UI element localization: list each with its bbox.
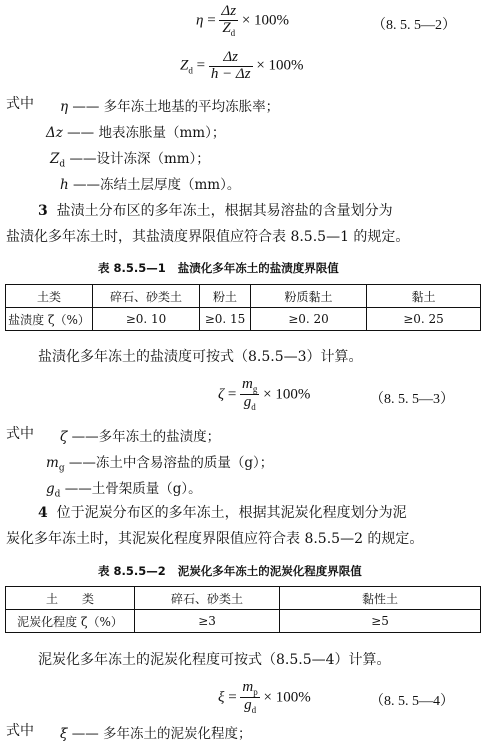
def-symbol: Δz: [46, 125, 63, 141]
where-label: 式中: [6, 426, 34, 442]
caption-title: 盐渍化多年冻土的盐渍度界限值: [177, 261, 339, 275]
definition-row: [60, 425, 220, 445]
definition-row: [46, 121, 225, 141]
where-label: 式中: [6, 723, 34, 739]
definition-row: [46, 451, 273, 474]
table-header-cell: 黏土: [367, 285, 481, 308]
calc-line-2: 泥炭化多年冻土的泥炭化程度可按式（8.5.5—4）计算。: [38, 652, 391, 668]
eq-fraction: [209, 50, 253, 83]
equation-number: （8. 5. 5—4）: [370, 694, 454, 709]
def-text: ——冻结土层厚度（mm）。: [73, 177, 241, 193]
def-subscript: d: [59, 159, 66, 170]
definition-row: [50, 147, 210, 170]
def-symbol: ζ: [60, 429, 68, 445]
paragraph-text: 盐渍土分布区的多年冻土，根据其易溶盐的含量划分为: [56, 203, 393, 219]
eq-lhs: Z: [180, 57, 189, 74]
def-text: —— 地表冻胀量（mm）；: [67, 125, 226, 141]
equation-number: （8. 5. 5—3）: [370, 392, 454, 407]
table-cell: ≥0. 25: [367, 308, 481, 331]
eq-numerator: Δz: [209, 50, 253, 67]
eq-denominator: h − Δz: [210, 65, 251, 82]
table-cell: ≥3: [135, 610, 280, 633]
def-symbol: m: [46, 455, 59, 471]
def-text: —— 多年冻土的泥炭化程度；: [71, 726, 252, 742]
def-text: ——设计冻深（mm）；: [69, 151, 210, 167]
eq-numerator: Δz: [221, 3, 237, 19]
eq-tail: × 100%: [256, 57, 304, 74]
def-text: —— 多年冻土地基的平均冻胀率；: [72, 99, 280, 115]
equation-number: （8. 5. 5—2）: [372, 18, 456, 33]
calc-line-1: 盐渍化多年冻土的盐渍度可按式（8.5.5—3）计算。: [38, 349, 363, 365]
table-1-caption: [98, 260, 339, 276]
def-text: ——冻土中含易溶盐的质量（g）；: [68, 455, 274, 471]
table-row: [6, 610, 481, 633]
table-2: [5, 586, 481, 633]
equation-8-5-5-3: ζ = $\frac{m_g}{g_d}$ × 100%: [218, 376, 311, 413]
table-header-cell: 黏性土: [280, 587, 481, 610]
table-cell: ≥5: [280, 610, 481, 633]
def-symbol: h: [60, 177, 69, 193]
eq-fraction: [240, 377, 259, 413]
definition-row: [60, 95, 279, 115]
def-subscript: d: [54, 489, 61, 500]
eq-lhs: ζ: [218, 386, 225, 403]
table-row: [6, 308, 481, 331]
paragraph-number: 3: [38, 203, 48, 219]
eq-fraction: [240, 680, 259, 716]
eq-den-subscript: d: [230, 27, 236, 38]
eq-num-subscript: p: [253, 687, 258, 697]
table-2-caption: [98, 563, 362, 579]
eq-tail: × 100%: [263, 689, 311, 706]
eq-tail: × 100%: [241, 12, 290, 29]
table-header-row: [6, 285, 481, 308]
eq-den-subscript: d: [251, 705, 257, 716]
eq-denominator: Z: [222, 19, 231, 36]
table-header-cell: 土 类: [6, 587, 135, 610]
table-header-row: [6, 587, 481, 610]
eq-lhs-subscript: d: [188, 65, 193, 76]
table-header-cell: 粉土: [200, 285, 251, 308]
caption-number: 表 8.5.5—2: [98, 564, 166, 578]
def-symbol: η: [60, 99, 69, 115]
eq-den-subscript: d: [251, 402, 256, 413]
definition-row: [60, 173, 240, 193]
eq-numerator: m: [242, 679, 254, 695]
def-symbol: Z: [50, 151, 60, 167]
paragraph-number: 4: [38, 505, 48, 521]
paragraph-4-line-2: 炭化多年冻土时，其泥炭化程度界限值应符合表 8.5.5—2 的规定。: [6, 531, 424, 547]
paragraph-4-line-1: [38, 501, 407, 525]
table-cell: ≥0. 20: [251, 308, 367, 331]
def-symbol: g: [46, 481, 55, 497]
eq-fraction: [219, 4, 238, 38]
caption-number: 表 8.5.5—1: [98, 261, 166, 275]
equation-zd: $Z_d$ = $\frac{\Delta z}{h - \Delta z}$ × 100%: [180, 49, 304, 82]
def-symbol: ξ: [60, 726, 68, 742]
definition-row: [46, 477, 202, 500]
table-cell: 泥炭化程度 ζ（%）: [6, 610, 135, 633]
table-cell: ≥0. 15: [200, 308, 251, 331]
eq-lhs: ξ: [218, 689, 225, 706]
eq-tail: × 100%: [263, 386, 311, 403]
table-cell: ≥0. 10: [93, 308, 200, 331]
paragraph-text: 位于泥炭分布区的多年冻土，根据其泥炭化程度划分为泥: [56, 505, 407, 521]
equation-8-5-5-2: η = $\frac{\Delta z}{Z_d}$ × 100%: [196, 3, 290, 38]
caption-title: 泥炭化多年冻土的泥炭化程度界限值: [177, 564, 362, 578]
eq-num-subscript: g: [252, 384, 258, 394]
paragraph-3-line-1: [38, 199, 393, 223]
def-subscript: g: [58, 463, 65, 474]
eq-lhs: η: [196, 12, 204, 29]
table-header-cell: 碎石、砂类土: [135, 587, 280, 610]
eq-numerator: m: [242, 376, 253, 392]
def-text: ——多年冻土的盐渍度；: [71, 429, 221, 445]
definition-row: [60, 722, 252, 742]
table-header-cell: 粉质黏土: [251, 285, 367, 308]
table-header-cell: 碎石、砂类土: [93, 285, 200, 308]
def-text: ——土骨架质量（g）。: [64, 481, 202, 497]
eq-denominator: g: [243, 394, 252, 411]
eq-denominator: g: [244, 697, 252, 714]
equation-8-5-5-4: ξ = $\frac{m_p}{g_d}$ × 100%: [218, 679, 311, 716]
paragraph-3-line-2: 盐渍化多年冻土时，其盐渍度界限值应符合表 8.5.5—1 的规定。: [6, 229, 410, 245]
table-1: [5, 284, 481, 331]
table-header-cell: 土类: [6, 285, 93, 308]
where-label: 式中: [6, 96, 34, 112]
table-cell: 盐渍度 ζ（%）: [6, 308, 93, 331]
